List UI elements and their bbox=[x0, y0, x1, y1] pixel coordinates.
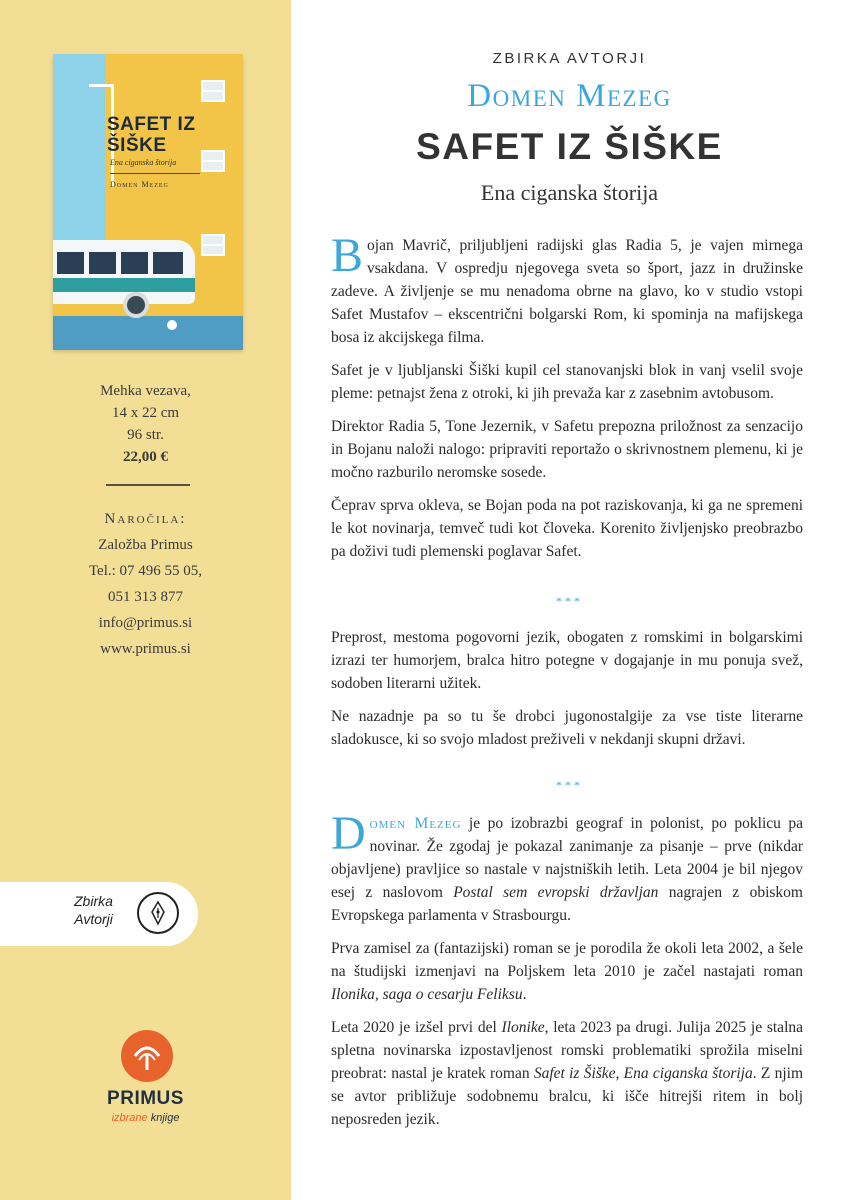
orders-phone-mobile: 051 313 877 bbox=[108, 589, 183, 605]
cover-window bbox=[201, 80, 225, 102]
bus-window bbox=[121, 252, 148, 274]
series-label: ZBIRKA AVTORJI bbox=[492, 50, 647, 67]
essay-title: Postal sem evropski državljan bbox=[453, 884, 659, 901]
collection-badge bbox=[0, 882, 198, 946]
orders-email-link[interactable]: info@primus.si bbox=[98, 615, 193, 631]
publisher-name: PRIMUS bbox=[107, 1088, 184, 1109]
paragraph bbox=[331, 937, 803, 1006]
primus-logo-icon bbox=[121, 1030, 173, 1082]
main-content bbox=[291, 0, 848, 1200]
drop-cap: B bbox=[331, 229, 364, 282]
paragraph: Čeprav sprva okleva, se Bojan poda na pot raziskovanja, ki ga ne spremeni le kot novinarja, temveč tudi kot človeka. Korenito življenjsko preobrazbo pa doživi tudi plemenski poglavar Safet. bbox=[331, 497, 803, 560]
fountain-pen-icon bbox=[137, 892, 179, 934]
spec-price: 22,00 € bbox=[123, 449, 168, 465]
bus-window bbox=[57, 252, 84, 274]
author-name: Domen Mezeg bbox=[467, 78, 672, 114]
book-cover-image bbox=[53, 54, 243, 350]
section-separator: *** bbox=[556, 594, 583, 608]
cover-bus bbox=[53, 240, 195, 304]
paragraph: Direktor Radia 5, Tone Jezernik, v Safetu prepozna priložnost za senzacijo in Bojanu naloži nalogo: pripraviti reportažo o skrivnostnem plemenu, ki je močno razburilo neromske sosede. bbox=[331, 418, 803, 481]
orders-website-link[interactable]: www.primus.si bbox=[100, 641, 191, 657]
synopsis bbox=[331, 229, 803, 573]
publisher-tagline bbox=[0, 1112, 291, 1124]
paragraph-text: Prva zamisel za (fantazijski) roman se je porodila že okoli leta 2002, a šele na študijski izmenjavi na Poljskem leta 2010 je začel nastajati roman bbox=[331, 940, 803, 980]
bus-window bbox=[153, 252, 183, 274]
book-specs bbox=[0, 380, 291, 468]
drop-cap: D bbox=[331, 807, 366, 860]
paragraph: Preprost, mestoma pogovorni jezik, obogaten z romskimi in bolgarskimi izrazi ter humorjem, bralca hitro potegne v dogajanje in mu ponuja svež, sodoben literarni užitek. bbox=[331, 629, 803, 692]
orders-publisher: Založba Primus bbox=[98, 537, 193, 553]
paragraph bbox=[331, 807, 803, 927]
bus-wheel bbox=[123, 292, 149, 318]
paragraph-text: . Z njim se avtor približuje sodobnemu bralcu, ki išče hitrejši ritem in bolj neposreden jezik. bbox=[331, 1065, 803, 1128]
novel-title: Safet iz Šiške, Ena ciganska štorija bbox=[533, 1065, 753, 1082]
section-separator: *** bbox=[556, 778, 583, 792]
paragraph-text: ojan Mavrič, priljubljeni radijski glas Radia 5, je vajen mirnega vsakdana. V ospredju njegovega sveta so šport, jazz in družinske zadeve. A življenje se mu nenadoma obrne na glavo, ko v studio vstopi Safet Mustafov – ekscentrični bolgarski Rom, ki spominja na mafijskega bosa iz akcijskega filma. bbox=[331, 237, 803, 346]
paragraph-text: Leta 2020 je izšel prvi del bbox=[331, 1019, 502, 1036]
orders-phone: Tel.: 07 496 55 05, bbox=[88, 563, 203, 579]
cover-divider bbox=[110, 173, 200, 174]
cover-title: SAFET IZ ŠIŠKE bbox=[107, 114, 196, 156]
tagline-rest: knjige bbox=[147, 1112, 180, 1124]
tagline-accent: izbrane bbox=[111, 1112, 148, 1124]
paragraph bbox=[331, 229, 803, 349]
style-description bbox=[331, 626, 803, 761]
cover-subtitle: Ena ciganska štorija bbox=[110, 158, 177, 167]
sidebar-divider bbox=[106, 484, 190, 486]
author-name-inline: omen Mezeg bbox=[369, 815, 462, 832]
cover-ground bbox=[53, 316, 243, 350]
sidebar bbox=[0, 0, 291, 1200]
paragraph: Ne nazadnje pa so tu še drobci jugonostalgije za vse tiste literarne sladokusce, ki so svojo mladost preživeli v nekdanji skupni državi. bbox=[331, 708, 803, 748]
book-title: SAFET IZ ŠIŠKE bbox=[416, 126, 723, 167]
book-subtitle: Ena ciganska štorija bbox=[480, 180, 659, 205]
paragraph-text: . bbox=[522, 986, 527, 1003]
cover-author: Domen Mezeg bbox=[110, 180, 169, 189]
bus-stripe bbox=[53, 278, 195, 292]
spec-size: 14 x 22 cm bbox=[111, 405, 180, 421]
paragraph: Safet je v ljubljanski Šiški kupil cel stanovanjski blok in vanj vselil svoje pleme: petnajst žena z otroki, ki jih prevaža kar z zasebnim avtobusom. bbox=[331, 362, 803, 402]
novel-title: Ilonika, saga o cesarju Feliksu bbox=[331, 986, 523, 1003]
paragraph bbox=[331, 1016, 803, 1131]
cover-logo-icon bbox=[167, 320, 177, 330]
bus-window bbox=[89, 252, 116, 274]
spec-pages: 96 str. bbox=[127, 427, 164, 443]
novel-title: Ilonike bbox=[501, 1019, 545, 1036]
collection-badge-text: Zbirka Avtorji bbox=[74, 893, 113, 927]
spec-binding: Mehka vezava, bbox=[100, 383, 191, 399]
orders-heading: Naročila: bbox=[104, 511, 187, 527]
paragraph-text: nagrajen z obiskom Evropskega parlamenta v Strasbourgu. bbox=[331, 884, 803, 924]
paragraph-text: je po izobrazbi geograf in polonist, po poklicu pa novinar. Že zgodaj je pokazal zanimanje za pisanje – prve (nikdar objavljene) pravljice so nastale v najstniških letih. Leta 2004 je bil njegov esej z naslovom bbox=[331, 815, 803, 901]
orders-info bbox=[0, 506, 291, 662]
cover-window bbox=[201, 234, 225, 256]
author-bio bbox=[331, 807, 804, 1141]
paragraph-text: , leta 2023 pa drugi. Julija 2025 je stalna spletna novinarska izpostavljenost romski problematiki sprožila miselni preobrat: nastal je kratek roman bbox=[331, 1019, 804, 1082]
